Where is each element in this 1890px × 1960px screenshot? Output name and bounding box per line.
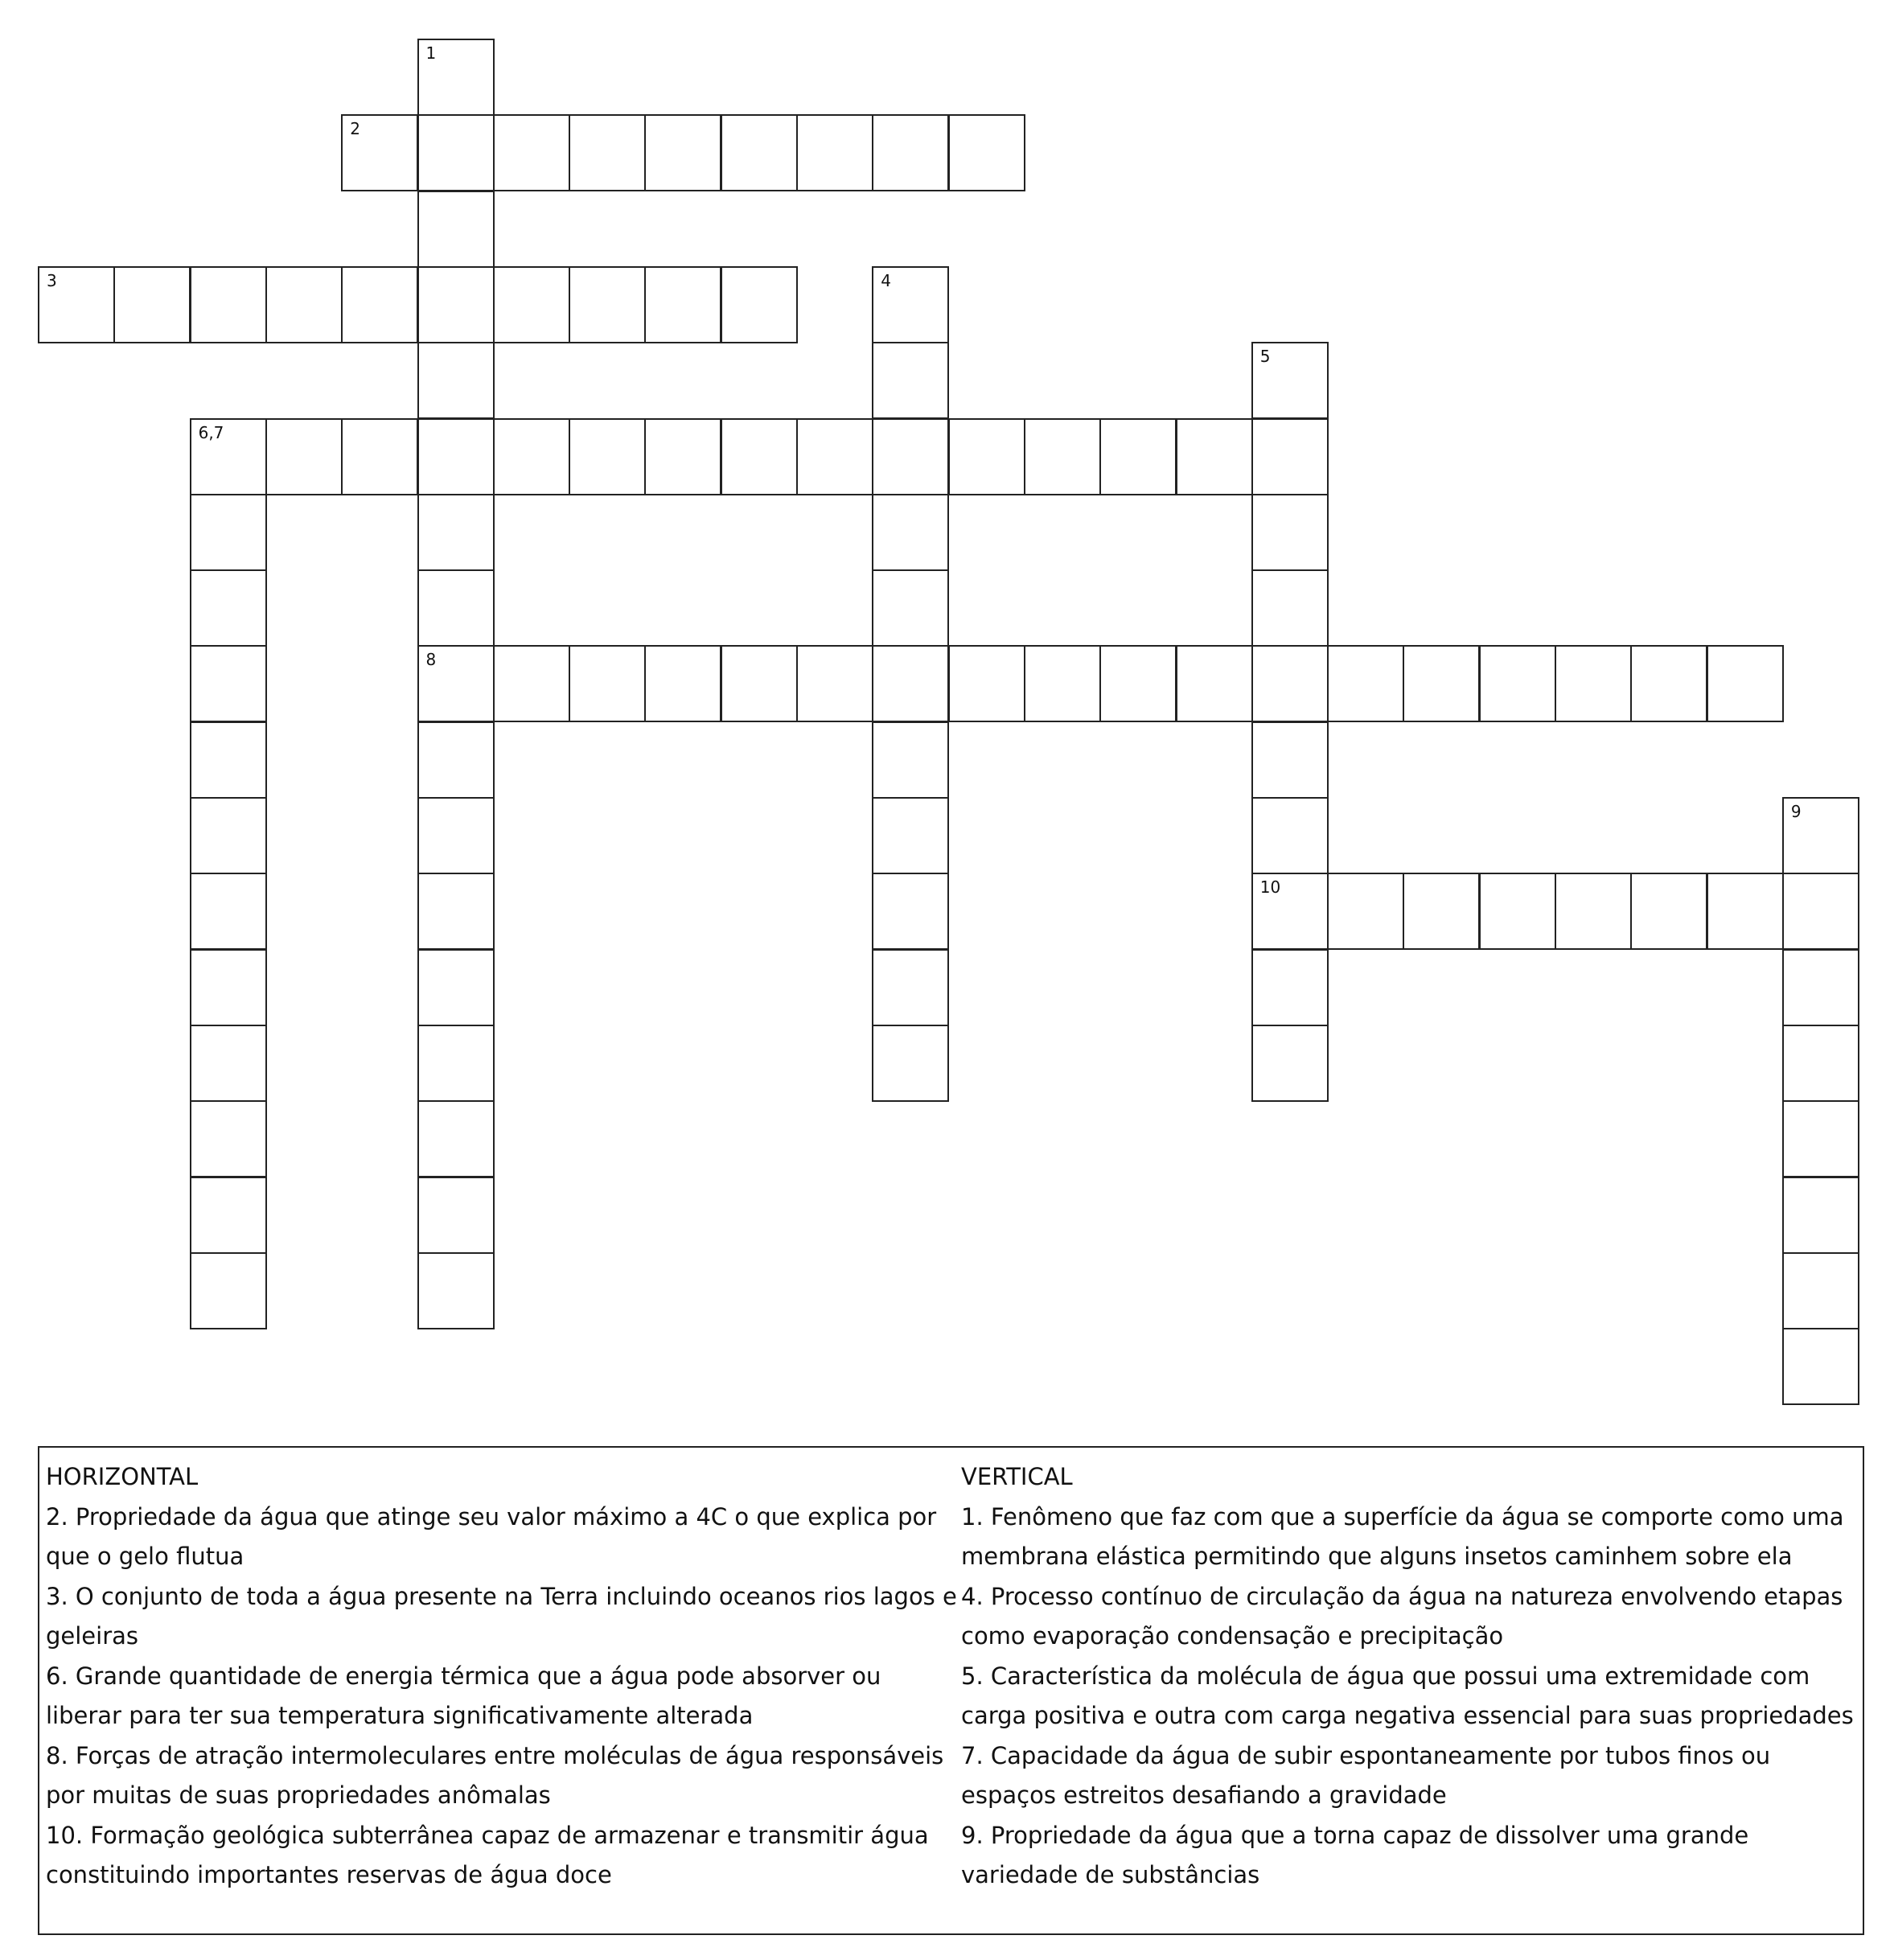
- grid-cell[interactable]: [1251, 1025, 1329, 1102]
- cell-number: 9: [1790, 802, 1802, 821]
- grid-cell[interactable]: [1782, 949, 1859, 1026]
- clue-vertical-5: 5. Característica da molécula de água que possui uma extremidade com carga positiva e outra com carga negativa essencial para suas propriedades: [961, 1662, 1854, 1729]
- grid-cell[interactable]: [872, 797, 949, 874]
- grid-cell[interactable]: [1479, 873, 1556, 950]
- grid-cell[interactable]: [872, 494, 949, 571]
- grid-cell[interactable]: [190, 721, 267, 799]
- grid-cell[interactable]: [493, 645, 570, 722]
- grid-cell[interactable]: [417, 266, 495, 343]
- grid-cell[interactable]: [265, 266, 343, 343]
- grid-cell[interactable]: [493, 418, 570, 495]
- clue-horizontal-3: 3. O conjunto de toda a água presente na Terra incluindo oceanos rios lagos e geleiras: [46, 1582, 957, 1650]
- grid-cell[interactable]: [1403, 645, 1480, 722]
- grid-cell[interactable]: [569, 645, 646, 722]
- grid-cell[interactable]: [1555, 873, 1632, 950]
- grid-cell[interactable]: [417, 39, 495, 116]
- grid-cell[interactable]: [417, 114, 495, 191]
- grid-cell[interactable]: [1782, 797, 1859, 874]
- grid-cell[interactable]: [569, 266, 646, 343]
- grid-cell[interactable]: [417, 873, 495, 950]
- grid-cell[interactable]: [38, 266, 115, 343]
- cell-number: 5: [1259, 347, 1271, 367]
- grid-cell[interactable]: [872, 266, 949, 343]
- grid-cell[interactable]: [1251, 797, 1329, 874]
- grid-cell[interactable]: [1024, 645, 1101, 722]
- grid-cell[interactable]: [644, 114, 721, 191]
- grid-cell[interactable]: [1782, 1328, 1859, 1405]
- grid-cell[interactable]: [417, 1252, 495, 1329]
- grid-cell[interactable]: [1630, 873, 1707, 950]
- clue-horizontal-8: 8. Forças de atração intermoleculares entre moléculas de água responsáveis por muitas de suas propriedades anômalas: [46, 1741, 944, 1809]
- clues-box: [38, 1446, 1864, 1935]
- grid-cell[interactable]: [1782, 873, 1859, 950]
- grid-cell[interactable]: [190, 1252, 267, 1329]
- grid-cell[interactable]: [1707, 873, 1784, 950]
- clue-horizontal-10: 10. Formação geológica subterrânea capaz de armazenar e transmitir água constituindo importantes reservas de água doce: [46, 1821, 929, 1888]
- grid-cell[interactable]: [190, 797, 267, 874]
- grid-cell[interactable]: [1555, 645, 1632, 722]
- grid-cell[interactable]: [493, 114, 570, 191]
- cell-number: 10: [1259, 877, 1281, 898]
- grid-cell[interactable]: [190, 1177, 267, 1254]
- grid-cell[interactable]: [417, 418, 495, 495]
- grid-cell[interactable]: [1403, 873, 1480, 950]
- cell-number: 4: [881, 270, 892, 290]
- grid-cell[interactable]: [1251, 342, 1329, 419]
- grid-cell[interactable]: [1327, 645, 1404, 722]
- grid-cell[interactable]: [265, 418, 343, 495]
- clue-vertical-4: 4. Processo contínuo de circulação da água na natureza envolvendo etapas como evaporação condensação e precipitação: [961, 1582, 1843, 1650]
- grid-cell[interactable]: [190, 873, 267, 950]
- grid-cell[interactable]: [872, 949, 949, 1026]
- grid-cell[interactable]: [190, 418, 267, 495]
- clue-horizontal-6: 6. Grande quantidade de energia térmica que a água pode absorver ou liberar para ter sua temperatura significativamente alterada: [46, 1662, 881, 1729]
- grid-cell[interactable]: [1479, 645, 1556, 722]
- grid-cell[interactable]: [417, 569, 495, 647]
- clue-vertical-1: 1. Fenômeno que faz com que a superfície da água se comporte como uma membrana elástica permitindo que alguns insetos caminhem sobre ela: [961, 1502, 1844, 1570]
- cell-number: 3: [47, 270, 57, 290]
- grid-cell[interactable]: [190, 949, 267, 1026]
- grid-cell[interactable]: [493, 266, 570, 343]
- grid-cell[interactable]: [190, 494, 267, 571]
- grid-cell[interactable]: [872, 418, 949, 495]
- grid-cell[interactable]: [1251, 569, 1329, 647]
- grid-cell[interactable]: [417, 797, 495, 874]
- cell-number: 2: [350, 119, 360, 139]
- grid-cell[interactable]: [417, 1025, 495, 1102]
- grid-cell[interactable]: [190, 1100, 267, 1177]
- grid-cell[interactable]: [721, 418, 798, 495]
- grid-cell[interactable]: [417, 191, 495, 268]
- grid-cell[interactable]: [644, 418, 721, 495]
- grid-cell[interactable]: [190, 645, 267, 722]
- grid-cell[interactable]: [872, 721, 949, 799]
- grid-cell[interactable]: [417, 494, 495, 571]
- grid-cell[interactable]: [1251, 494, 1329, 571]
- grid-cell[interactable]: [1782, 1177, 1859, 1254]
- grid-cell[interactable]: [341, 266, 418, 343]
- grid-cell[interactable]: [417, 949, 495, 1026]
- grid-cell[interactable]: [796, 418, 873, 495]
- grid-cell[interactable]: [872, 873, 949, 950]
- vertical-title: VERTICAL: [961, 1463, 1073, 1490]
- grid-cell[interactable]: [190, 266, 267, 343]
- grid-cell[interactable]: [872, 342, 949, 419]
- cell-number: 8: [425, 650, 437, 670]
- grid-cell[interactable]: [1251, 721, 1329, 799]
- grid-cell[interactable]: [1251, 418, 1329, 495]
- grid-cell[interactable]: [341, 114, 418, 191]
- grid-cell[interactable]: [796, 114, 873, 191]
- grid-cell[interactable]: [872, 1025, 949, 1102]
- grid-cell[interactable]: [1099, 418, 1177, 495]
- horizontal-clues: [46, 1457, 963, 1896]
- grid-cell[interactable]: [113, 266, 191, 343]
- grid-cell[interactable]: [948, 645, 1025, 722]
- grid-cell[interactable]: [190, 1025, 267, 1102]
- grid-cell[interactable]: [948, 418, 1025, 495]
- grid-cell[interactable]: [417, 721, 495, 799]
- grid-cell[interactable]: [1176, 418, 1253, 495]
- clue-vertical-9: 9. Propriedade da água que a torna capaz de dissolver uma grande variedade de substâncias: [961, 1821, 1749, 1888]
- grid-cell[interactable]: [1327, 873, 1404, 950]
- grid-cell[interactable]: [1024, 418, 1101, 495]
- grid-cell[interactable]: [1099, 645, 1177, 722]
- grid-cell[interactable]: [341, 418, 418, 495]
- grid-cell[interactable]: [948, 114, 1025, 191]
- grid-cell[interactable]: [417, 1177, 495, 1254]
- grid-cell[interactable]: [190, 569, 267, 647]
- cell-number: 6,7: [198, 422, 224, 442]
- grid-cell[interactable]: [1782, 1025, 1859, 1102]
- grid-cell[interactable]: [872, 569, 949, 647]
- grid-cell[interactable]: [1251, 645, 1329, 722]
- grid-cell[interactable]: [872, 645, 949, 722]
- horizontal-title: HORIZONTAL: [46, 1463, 199, 1490]
- grid-cell[interactable]: [417, 342, 495, 419]
- cell-number: 1: [425, 43, 437, 63]
- clue-horizontal-2: 2. Propriedade da água que atinge seu valor máximo a 4C o que explica por que o gelo flutua: [46, 1502, 937, 1570]
- grid-cell[interactable]: [1251, 873, 1329, 950]
- grid-cell[interactable]: [1630, 645, 1707, 722]
- grid-cell[interactable]: [417, 1100, 495, 1177]
- grid-cell[interactable]: [1782, 1100, 1859, 1177]
- grid-cell[interactable]: [569, 418, 646, 495]
- clue-vertical-7: 7. Capacidade da água de subir espontaneamente por tubos finos ou espaços estreitos desafiando a gravidade: [961, 1741, 1771, 1809]
- grid-cell[interactable]: [721, 266, 798, 343]
- grid-cell[interactable]: [1251, 949, 1329, 1026]
- grid-cell[interactable]: [644, 645, 721, 722]
- grid-cell[interactable]: [644, 266, 721, 343]
- grid-cell[interactable]: [1782, 1252, 1859, 1329]
- grid-cell[interactable]: [1176, 645, 1253, 722]
- grid-cell[interactable]: [796, 645, 873, 722]
- grid-cell[interactable]: [417, 645, 495, 722]
- grid-cell[interactable]: [721, 645, 798, 722]
- vertical-clues: [961, 1457, 1862, 1896]
- grid-cell[interactable]: [1707, 645, 1784, 722]
- grid-cell[interactable]: [872, 114, 949, 191]
- grid-cell[interactable]: [569, 114, 646, 191]
- grid-cell[interactable]: [721, 114, 798, 191]
